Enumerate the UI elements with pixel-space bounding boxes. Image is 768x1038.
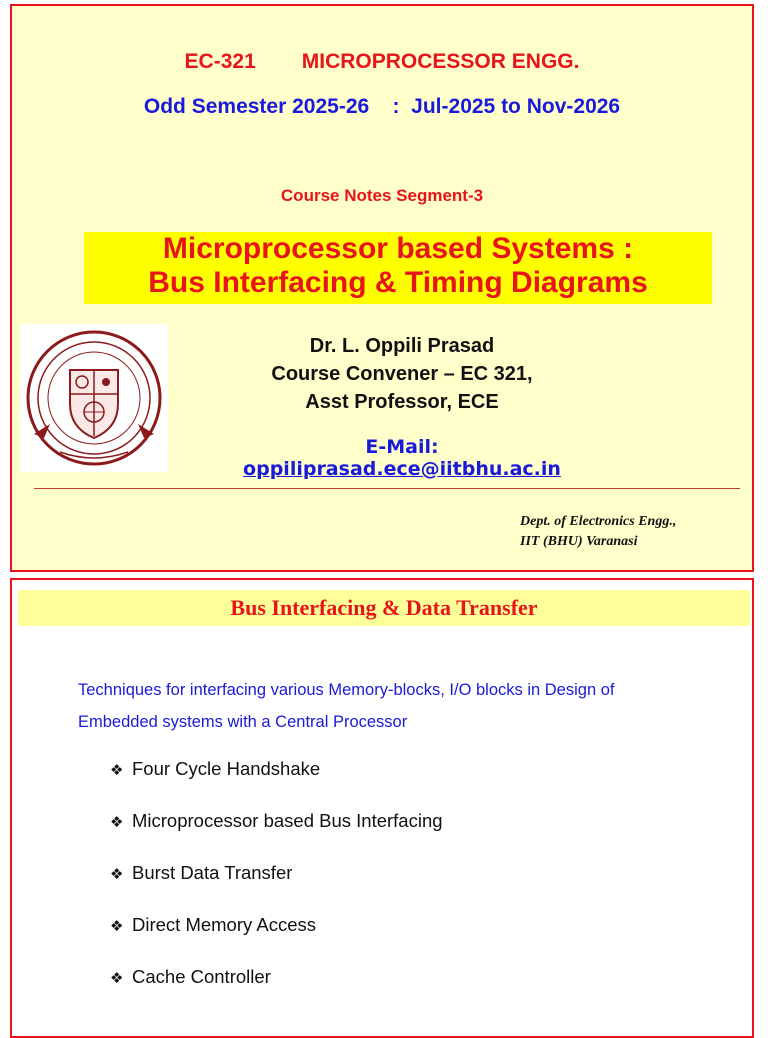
segment-label: Course Notes Segment-3: [280, 186, 484, 205]
email-label: E-Mail:: [365, 436, 439, 458]
intro-text: [78, 674, 738, 738]
intro-line-1: Techniques for interfacing various Memory-blocks, I/O blocks in Design of: [78, 681, 615, 699]
dept-line-1: Dept. of Electronics Engg.,: [520, 514, 677, 529]
slide-title-line-2: Bus Interfacing & Timing Diagrams: [148, 266, 648, 299]
course-heading: [12, 50, 752, 74]
course-name: MICROPROCESSOR ENGG.: [301, 50, 580, 73]
dept-line-2: IIT (BHU) Varanasi: [520, 534, 638, 549]
diamond-bullet-icon: ❖: [110, 917, 124, 935]
list-item-text: Cache Controller: [132, 966, 271, 987]
list-item: [110, 758, 443, 810]
list-item: [110, 862, 443, 914]
author-name: Dr. L. Oppili Prasad: [309, 335, 495, 357]
diamond-bullet-icon: ❖: [110, 761, 124, 779]
list-item-text: Burst Data Transfer: [132, 862, 293, 883]
content-slide: [10, 578, 754, 1038]
diamond-bullet-icon: ❖: [110, 969, 124, 987]
course-code: EC-321: [184, 50, 256, 73]
diamond-bullet-icon: ❖: [110, 813, 124, 831]
intro-line-2: Embedded systems with a Central Processor: [78, 713, 408, 731]
section-title-band: [18, 590, 750, 626]
slide-title-line-1: Microprocessor based Systems :: [162, 232, 634, 265]
email-link[interactable]: oppiliprasad.ece@iitbhu.ac.in: [243, 458, 561, 480]
seal-graphic: [20, 324, 168, 472]
list-item-text: Direct Memory Access: [132, 914, 317, 935]
author-position: Asst Professor, ECE: [305, 391, 499, 413]
slide-title-highlight: [84, 232, 712, 304]
list-item-text: Microprocessor based Bus Interfacing: [132, 810, 443, 831]
iit-bhu-seal-icon: [20, 324, 168, 472]
diamond-bullet-icon: ❖: [110, 865, 124, 883]
list-item: [110, 914, 443, 966]
title-slide: [10, 4, 754, 572]
divider-line: [34, 488, 740, 489]
list-item: [110, 810, 443, 862]
semester-line: Odd Semester 2025-26 : Jul-2025 to Nov-2026: [143, 95, 621, 118]
department-block: [520, 512, 750, 552]
author-block: [232, 332, 572, 416]
list-item-text: Four Cycle Handshake: [132, 758, 321, 779]
list-item: [110, 966, 443, 1018]
author-role: Course Convener – EC 321,: [271, 363, 533, 385]
topic-list: [110, 758, 443, 1018]
email-row: [232, 436, 572, 480]
section-title: Bus Interfacing & Data Transfer: [230, 595, 538, 620]
